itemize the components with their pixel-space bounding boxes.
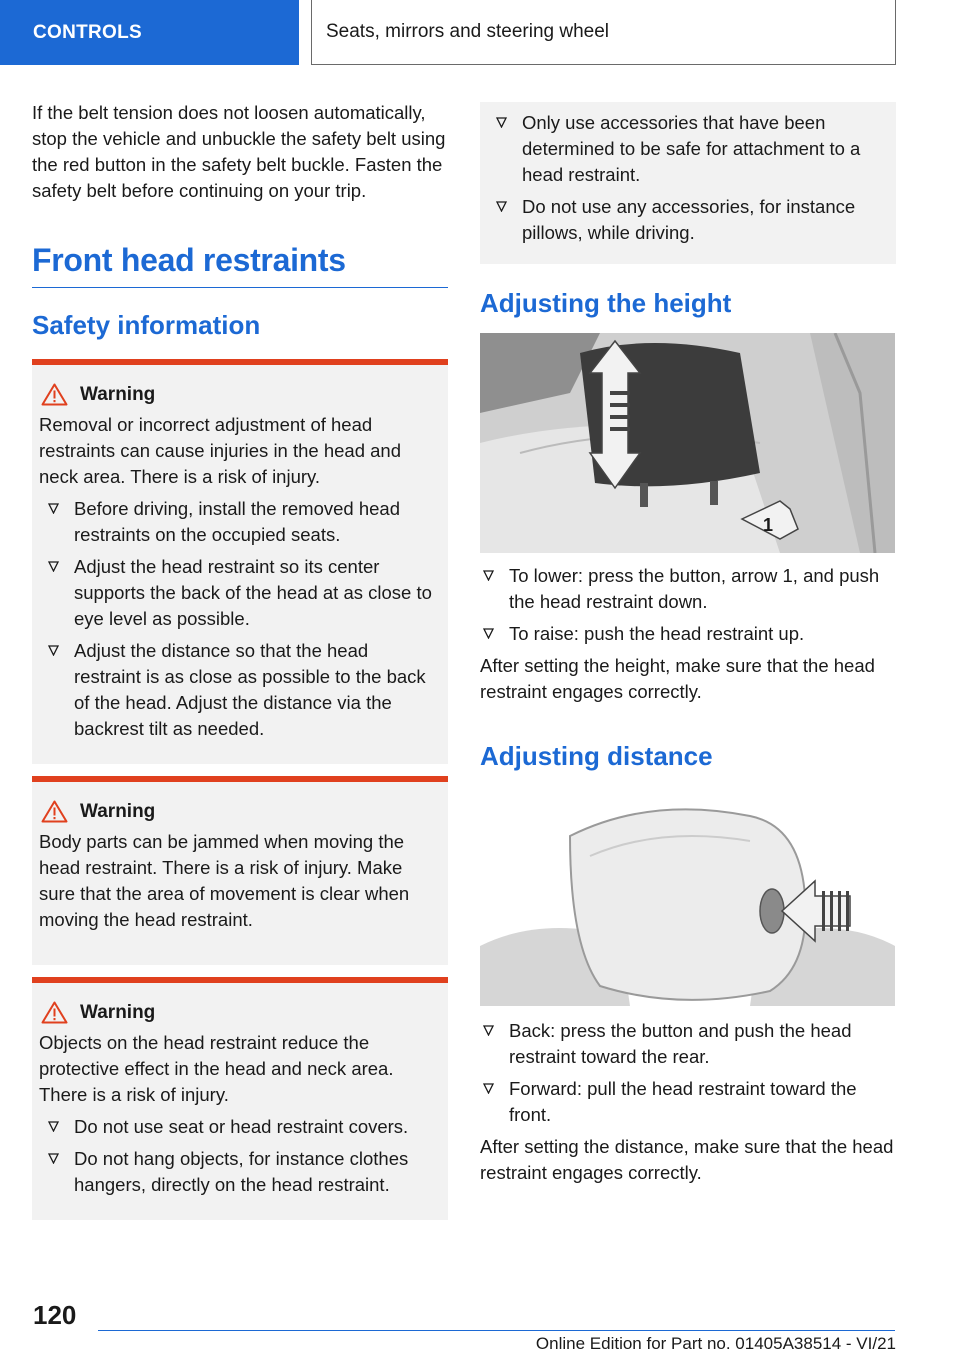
bullet-triangle-icon xyxy=(483,1025,494,1036)
section-tab xyxy=(0,0,299,65)
right-column xyxy=(480,102,896,1186)
distance-note: After setting the distance, make sure that the head restraint engages correctly. xyxy=(480,1136,894,1183)
list-item: Forward: pull the head restraint toward the front. xyxy=(480,1076,896,1128)
bullet-triangle-icon xyxy=(496,201,507,212)
warning-box xyxy=(32,359,448,764)
list-item: Do not hang objects, for instance clothes hangers, directly on the head restraint. xyxy=(39,1146,440,1198)
warning-list xyxy=(39,496,440,742)
list-item: To lower: press the button, arrow 1, and push the head restraint down. xyxy=(480,563,896,615)
list-item: Adjust the head restraint so its center supports the back of the head at as close to eye level as possible. xyxy=(39,554,440,632)
warning-header xyxy=(39,383,440,406)
page-title: Front head restraints xyxy=(32,242,448,288)
left-column xyxy=(32,100,448,1220)
page-number: 120 xyxy=(33,1300,77,1330)
section-label: CONTROLS xyxy=(33,21,143,43)
warning-triangle-icon xyxy=(41,1001,68,1024)
warning-list xyxy=(39,1114,440,1198)
bullet-triangle-icon xyxy=(483,628,494,639)
list-item: Do not use seat or head restraint covers. xyxy=(39,1114,440,1140)
list-item: Before driving, install the removed head restraints on the occupied seats. xyxy=(39,496,440,548)
adjusting-height-heading: Adjusting the height xyxy=(480,288,732,318)
bullet-triangle-icon xyxy=(48,503,59,514)
warning-text: Objects on the head restraint reduce the protective effect in the head and neck area. There is a risk of injury. xyxy=(39,1032,394,1105)
bullet-triangle-icon xyxy=(496,117,507,128)
height-note: After setting the height, make sure that the head restraint engages correctly. xyxy=(480,655,875,702)
head-restraint-distance-illustration xyxy=(480,796,895,1006)
warning-box xyxy=(32,977,448,1220)
bullet-triangle-icon xyxy=(48,1153,59,1164)
distance-steps-list xyxy=(480,1018,896,1128)
footer-rule xyxy=(98,1330,895,1331)
list-item: Adjust the distance so that the head restraint is as close as possible to the back of the head. Adjust the distance via the backrest tilt as needed. xyxy=(39,638,440,742)
safety-information-heading: Safety information xyxy=(32,310,261,340)
warning-label: Warning xyxy=(80,800,156,822)
chapter-tab xyxy=(311,0,896,65)
warning-triangle-icon xyxy=(41,800,68,823)
bullet-triangle-icon xyxy=(48,1121,59,1132)
list-item: Do not use any accessories, for instance pillows, while driving. xyxy=(487,194,888,246)
bullet-triangle-icon xyxy=(48,645,59,656)
warning-text: Body parts can be jammed when moving the head restraint. There is a risk of injury. Make sure that the area of movement is clear when moving the head restraint. xyxy=(39,831,410,930)
warning-label: Warning xyxy=(80,1001,156,1023)
list-item: Back: press the button and push the head restraint toward the rear. xyxy=(480,1018,896,1070)
warning-box xyxy=(32,776,448,965)
warning-triangle-icon xyxy=(41,383,68,406)
warning-text: Removal or incorrect adjustment of head restraints can cause injuries in the head and neck area. There is a risk of injury. xyxy=(39,414,401,487)
bullet-triangle-icon xyxy=(483,570,494,581)
callout-number: 1 xyxy=(763,515,774,535)
adjusting-distance-heading: Adjusting distance xyxy=(480,741,713,771)
bullet-triangle-icon xyxy=(48,561,59,572)
list-item: To raise: push the head restraint up. xyxy=(480,621,896,647)
chapter-label: Seats, mirrors and steering wheel xyxy=(326,21,610,42)
height-steps-list xyxy=(480,563,896,647)
warning-list xyxy=(487,110,888,246)
warning-header xyxy=(39,1001,440,1024)
bullet-triangle-icon xyxy=(483,1083,494,1094)
head-restraint-height-illustration xyxy=(480,333,895,553)
footer-edition: Online Edition for Part no. 01405A38514 - VI/21 xyxy=(535,1334,896,1353)
intro-paragraph: If the belt tension does not loosen automatically, stop the vehicle and unbuckle the safety belt using the red button in the safety belt buckle. Fasten the safety belt before continuing on your trip. xyxy=(32,102,446,201)
warning-continued-box xyxy=(480,102,896,264)
warning-label: Warning xyxy=(80,383,156,405)
list-item: Only use accessories that have been determined to be safe for attachment to a head restraint. xyxy=(487,110,888,188)
warning-header xyxy=(39,800,440,823)
